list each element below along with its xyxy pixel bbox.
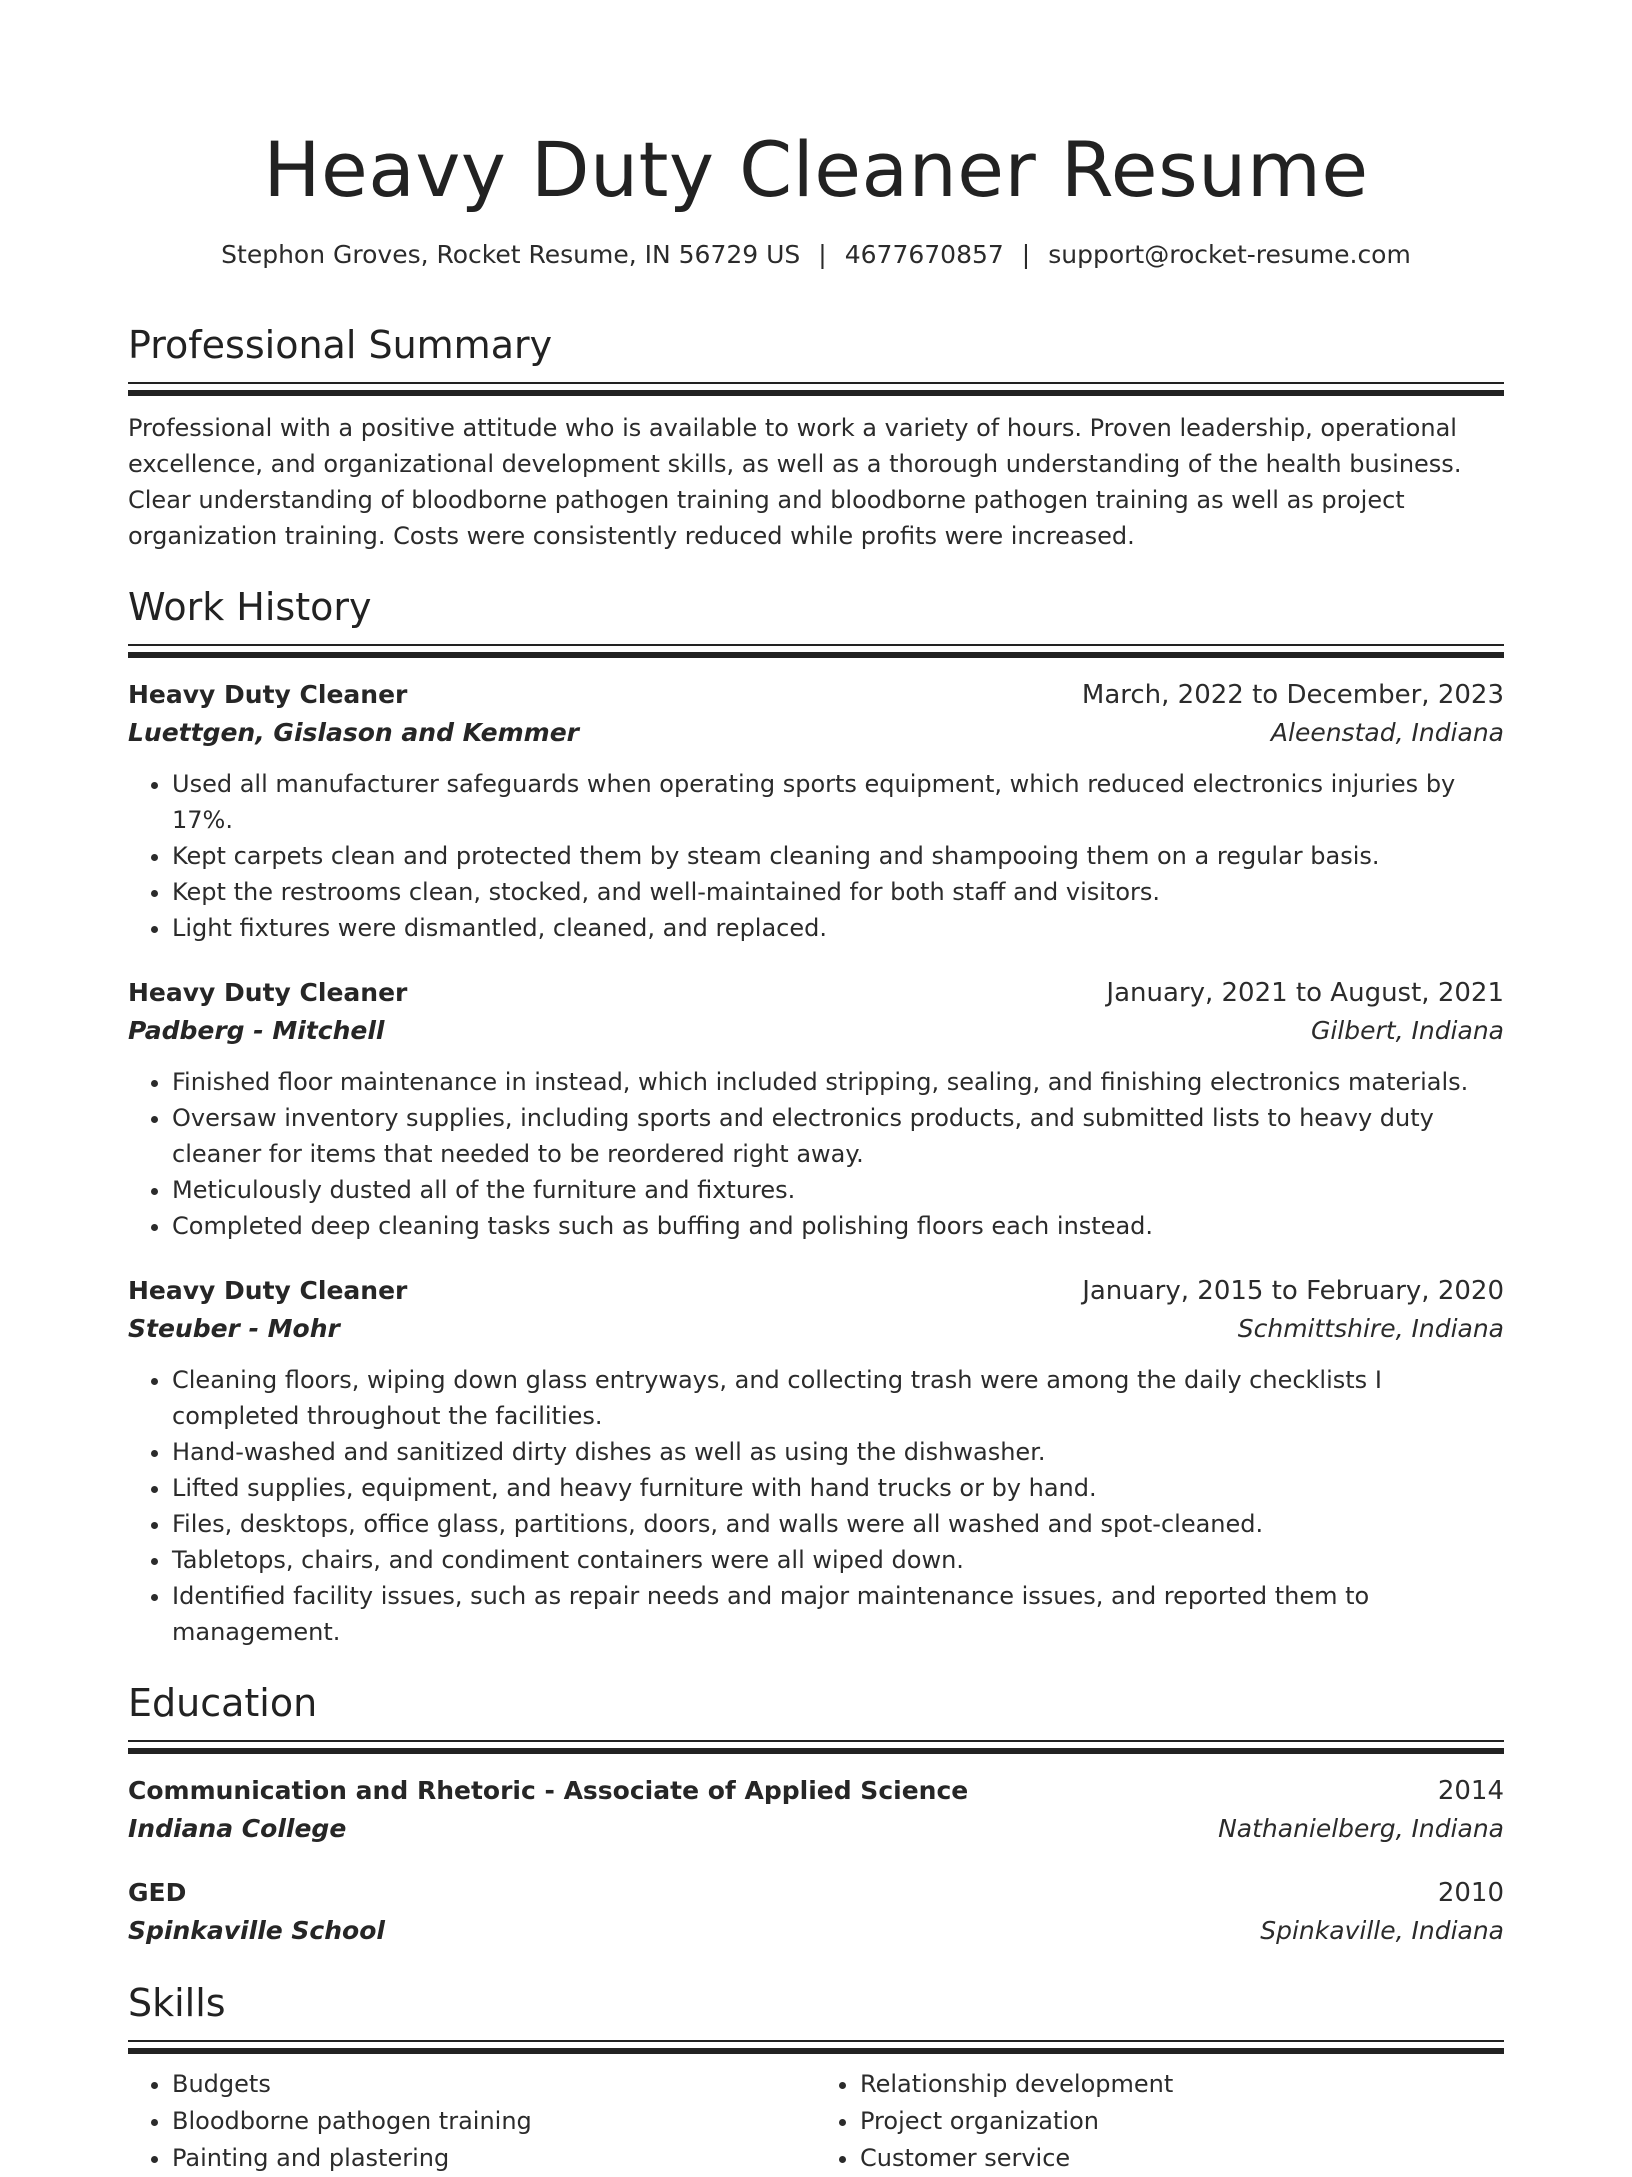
contact-email[interactable]: support@rocket-resume.com	[1048, 240, 1411, 269]
summary-section	[128, 322, 1504, 554]
skills-list-right	[816, 2066, 1504, 2177]
contact-address: Stephon Groves, Rocket Resume, IN 56729 US	[221, 240, 801, 269]
education-location: Spinkaville, Indiana	[1260, 1916, 1504, 1945]
job-bullet: • Tabletops, chairs, and condiment containers were all wiped down.	[172, 1542, 1504, 1578]
education-entry	[128, 1772, 1504, 1848]
education-section	[128, 1680, 1504, 1950]
job-dates: January, 2015 to February, 2020	[1082, 1276, 1504, 1306]
education-location: Nathanielberg, Indiana	[1218, 1814, 1504, 1843]
skill-item: • Relationship development	[860, 2066, 1504, 2103]
job-bullets	[128, 1362, 1504, 1650]
section-divider	[128, 644, 1504, 658]
skill-item: • Project organization	[860, 2103, 1504, 2140]
job-entry	[128, 974, 1504, 1244]
job-bullet: • Hand-washed and sanitized dirty dishes as well as using the dishwasher.	[172, 1434, 1504, 1470]
education-year: 2014	[1437, 1776, 1504, 1806]
contact-separator: |	[1021, 240, 1031, 269]
job-bullet: • Cleaning floors, wiping down glass entryways, and collecting trash were among the daily checklists I completed throughout the facilities.	[172, 1362, 1504, 1434]
job-bullet: • Light fixtures were dismantled, cleaned, and replaced.	[172, 910, 1504, 946]
education-school: Spinkaville School	[128, 1916, 385, 1945]
contact-phone: 4677670857	[844, 240, 1004, 269]
job-bullet: • Lifted supplies, equipment, and heavy furniture with hand trucks or by hand.	[172, 1470, 1504, 1506]
section-divider	[128, 2040, 1504, 2054]
skills-list-left	[128, 2066, 816, 2177]
job-bullet: • Identified facility issues, such as repair needs and major maintenance issues, and reported them to management.	[172, 1578, 1504, 1650]
job-company: Padberg - Mitchell	[128, 1016, 385, 1045]
contact-line	[128, 238, 1504, 272]
section-heading-education: Education	[128, 1681, 318, 1725]
education-degree: Communication and Rhetoric - Associate of Applied Science	[128, 1776, 969, 1805]
job-dates: March, 2022 to December, 2023	[1081, 680, 1504, 710]
job-bullet: • Kept the restrooms clean, stocked, and well-maintained for both staff and visitors.	[172, 874, 1504, 910]
job-entry	[128, 676, 1504, 946]
job-bullet: • Meticulously dusted all of the furniture and fixtures.	[172, 1172, 1504, 1208]
job-location: Gilbert, Indiana	[1310, 1016, 1504, 1045]
job-location: Schmittshire, Indiana	[1237, 1314, 1504, 1343]
section-heading-work-history: Work History	[128, 585, 372, 629]
summary-text: Professional with a positive attitude who is available to work a variety of hours. Proven leadership, operational excellence, and organizational development skills, as well as a thorough understanding of the health business. Clear understanding of bloodborne pathogen training and bloodborne pathogen training as well as project organization training. Costs were consistently reduced while profits were increased.	[128, 414, 1462, 550]
education-school: Indiana College	[128, 1814, 347, 1843]
education-year: 2010	[1437, 1878, 1504, 1908]
job-bullet: • Kept carpets clean and protected them by steam cleaning and shampooing them on a regular basis.	[172, 838, 1504, 874]
job-location: Aleenstad, Indiana	[1270, 718, 1504, 747]
section-divider	[128, 1740, 1504, 1754]
section-heading-skills: Skills	[128, 1981, 226, 2025]
skill-item: • Bloodborne pathogen training	[172, 2103, 816, 2140]
job-bullet: • Oversaw inventory supplies, including sports and electronics products, and submitted lists to heavy duty cleaner for items that needed to be reordered right away.	[172, 1100, 1504, 1172]
skills-columns	[128, 2066, 1504, 2177]
resume-title: Heavy Duty Cleaner Resume	[263, 125, 1369, 214]
job-bullet: • Files, desktops, office glass, partitions, doors, and walls were all washed and spot-cleaned.	[172, 1506, 1504, 1542]
job-title: Heavy Duty Cleaner	[128, 1276, 408, 1305]
skills-section	[128, 1980, 1504, 2177]
job-bullet: • Used all manufacturer safeguards when operating sports equipment, which reduced electronics injuries by 17%.	[172, 766, 1504, 838]
job-bullets	[128, 1064, 1504, 1244]
skill-item: • Painting and plastering	[172, 2140, 816, 2177]
section-heading-summary: Professional Summary	[128, 323, 553, 367]
skill-item: • Budgets	[172, 2066, 816, 2103]
job-company: Luettgen, Gislason and Kemmer	[128, 718, 580, 747]
job-title: Heavy Duty Cleaner	[128, 680, 408, 709]
skill-item: • Customer service	[860, 2140, 1504, 2177]
work-history-section	[128, 584, 1504, 1650]
job-bullet: • Finished floor maintenance in instead, which included stripping, sealing, and finishing electronics materials.	[172, 1064, 1504, 1100]
education-degree: GED	[128, 1878, 187, 1907]
job-entry	[128, 1272, 1504, 1650]
contact-separator: |	[818, 240, 827, 269]
job-bullets	[128, 766, 1504, 946]
section-divider	[128, 382, 1504, 396]
job-title: Heavy Duty Cleaner	[128, 978, 408, 1007]
job-company: Steuber - Mohr	[128, 1314, 340, 1343]
job-bullet: • Completed deep cleaning tasks such as buffing and polishing floors each instead.	[172, 1208, 1504, 1244]
job-dates: January, 2021 to August, 2021	[1106, 978, 1504, 1008]
education-entry	[128, 1874, 1504, 1950]
